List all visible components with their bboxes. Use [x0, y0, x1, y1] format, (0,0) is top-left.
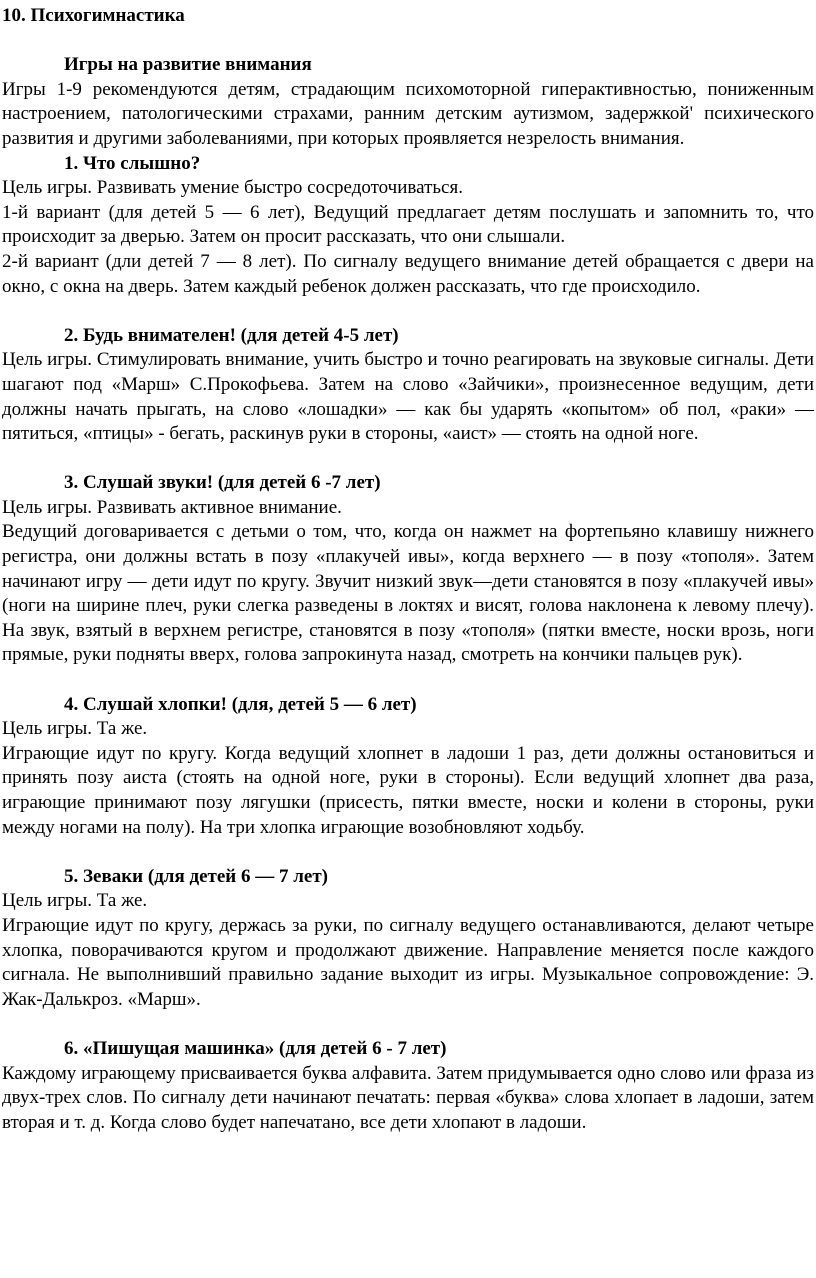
game-paragraph: Цель игры. Стимулировать внимание, учить быстро и точно реагировать на звуковые сигналы. Дети шагают под «Марш» С.Прокофьева. Затем на слово «Зайчики», произнесенное ведущим, дети должны начать прыгать, на слово «лошадки» — как бы ударять «копытом» об пол, «раки» — пятиться, «птицы» - бегать, раскинув руки в стороны, «аист» — стоять на одной ноге.: [2, 349, 814, 445]
game-title: 2. Будь внимателен! (для детей 4-5 лет): [64, 324, 399, 346]
game-title: 4. Слушай хлопки! (для, детей 5 — 6 лет): [64, 693, 417, 715]
game-paragraph: Играющие идут по кругу, держась за руки, по сигналу ведущего останавливаются, делают четыре хлопка, поворачиваются кругом и продолжают движение. Направление меняется после каждого сигнала. Не выполнивший правильно задание выходит из игры. Музыкальное сопровождение: Э. Жак-Далькроз. «Марш».: [2, 914, 814, 1010]
intro-paragraph: Игры 1-9 рекомендуются детям, страдающим психомоторной гиперактивностью, пониженным настроением, патологическими страхами, ранним детским аутизмом, задержкой' психического развития и другими заболеваниями, при которых проявляется незрелость внимания.: [2, 78, 814, 149]
game-title: 6. «Пишущая машинка» (для детей 6 - 7 лет): [64, 1037, 447, 1059]
game-paragraph: Ведущий договаривается с детьми о том, что, когда он нажмет на фортепьяно клавишу нижнего регистра, они должны встать в позу «плакучей ивы», когда верхнего — в позу «тополя». Затем начинают игру — дети идут по кругу. Звучит низкий звук—дети становятся в позу «плакучей ивы» (ноги на ширине плеч, руки слегка разведены в локтях и висят, голова наклонена к левому плечу). На звук, взятый в верхнем регистре, становятся в позу «тополя» (пятки вместе, носки врозь, ноги прямые, руки подняты вверх, голова запрокинута назад, смотреть на кончики пальцев рук).: [2, 521, 814, 666]
blank-line: [2, 299, 814, 324]
game-paragraph: Цель игры. Та же.: [2, 718, 148, 740]
document-title: 10. Психогимнастика: [2, 5, 185, 26]
game-paragraph: 2-й вариант (дли детей 7 — 8 лет). По сигналу ведущего внимание детей обращается с двери на окно, с окна на дверь. Затем каждый ребенок должен рассказать, что где происходило.: [2, 250, 814, 297]
blank-line: [2, 668, 814, 693]
section-subtitle: Игры на развитие внимания: [64, 54, 312, 76]
game-paragraph: Играющие идут по кругу. Когда ведущий хлопнет в ладоши 1 раз, дети должны остановиться и принять позу аиста (стоять на одной ноге, руки в стороны). Если ведущий хлопнет два раза, играющие принимают позу лягушки (присесть, пятки вместе, носки и колени в стороны, руки между ногами на полу). На три хлопка играющие возобновляют ходьбу.: [2, 742, 814, 838]
game-paragraph: Цель игры. Развивать активное внимание.: [2, 496, 342, 518]
blank-line: [2, 1012, 814, 1037]
game-title: 1. Что слышно?: [64, 152, 201, 174]
game-title: 3. Слушай звуки! (для детей 6 -7 лет): [64, 472, 381, 494]
game-paragraph: Каждому играющему присваивается буква алфавита. Затем придумывается одно слово или фраза из двух-трех слов. По сигналу дети начинают печатать: первая «буква» слова хлопает в ладоши, затем вторая и т. д. Когда слово будет напечатано, все дети хлопают в ладоши.: [2, 1062, 814, 1133]
blank-line: [2, 29, 814, 54]
blank-line: [2, 840, 814, 865]
game-title: 5. Зеваки (для детей 6 — 7 лет): [64, 865, 329, 887]
blank-line: [2, 447, 814, 472]
game-paragraph: Цель игры. Развивать умение быстро сосредоточиваться.: [2, 177, 463, 199]
game-paragraph: Цель игры. Та же.: [2, 890, 148, 912]
game-paragraph: 1-й вариант (для детей 5 — 6 лет), Ведущий предлагает детям послушать и запомнить то, что происходит за дверью. Затем он просит рассказать, что они слышали.: [2, 201, 814, 248]
